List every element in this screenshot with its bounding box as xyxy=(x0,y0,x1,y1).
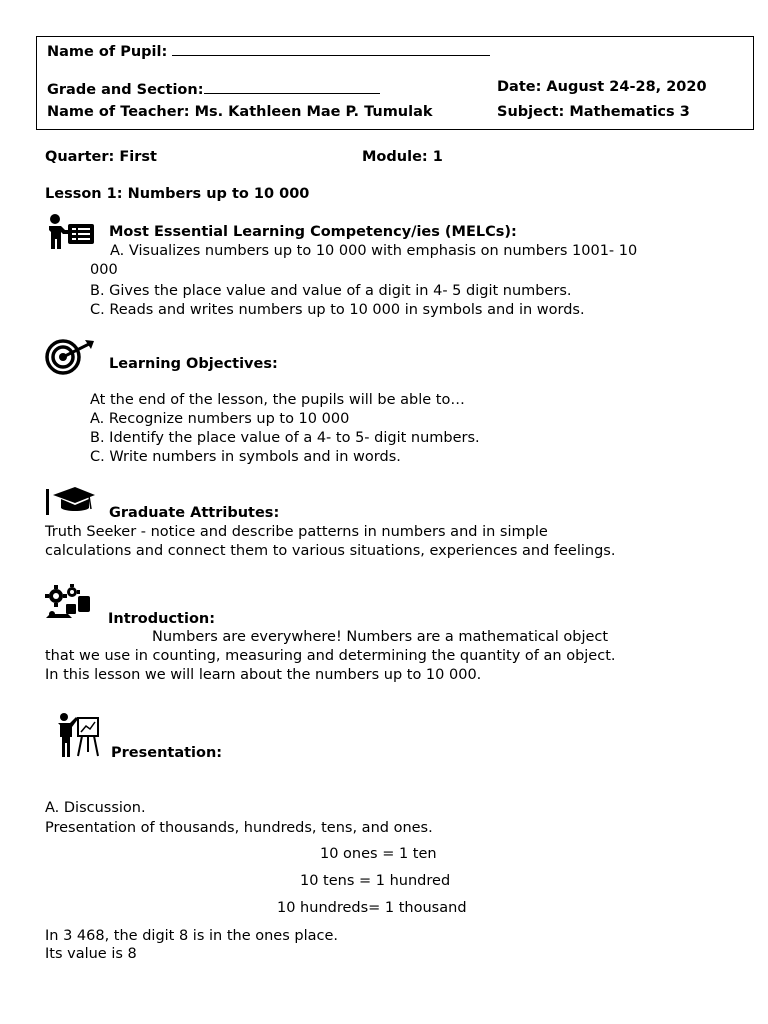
grade-section-label: Grade and Section: xyxy=(47,82,204,98)
date-text: Date: August 24-28, 2020 xyxy=(497,79,707,95)
target-icon xyxy=(45,338,97,380)
grade-section-field[interactable] xyxy=(204,79,380,94)
presentation-title: Presentation: xyxy=(111,745,223,761)
objectives-item-a: A. Recognize numbers up to 10 000 xyxy=(90,411,350,427)
pupil-name-field[interactable] xyxy=(172,41,490,56)
presentation-subtitle: Presentation of thousands, hundreds, tens, and ones. xyxy=(45,820,433,836)
equation-ones: 10 ones = 1 ten xyxy=(320,846,437,862)
example-line2: Its value is 8 xyxy=(45,946,137,962)
graduation-cap-icon xyxy=(45,485,97,523)
introduction-line2: that we use in counting, measuring and determining the quantity of an object. xyxy=(45,648,616,664)
objectives-intro: At the end of the lesson, the pupils will be able to… xyxy=(90,392,465,408)
attributes-line1: Truth Seeker - notice and describe patterns in numbers and in simple xyxy=(45,524,548,540)
gears-icon xyxy=(44,582,92,626)
header-box xyxy=(36,36,754,130)
attributes-title: Graduate Attributes: xyxy=(109,505,280,521)
lesson-title: Lesson 1: Numbers up to 10 000 xyxy=(45,186,310,202)
melcs-title: Most Essential Learning Competency/ies (MELCs): xyxy=(109,224,517,240)
introduction-title: Introduction: xyxy=(108,611,216,627)
equation-hundreds: 10 hundreds= 1 thousand xyxy=(277,900,467,916)
melcs-item-a-line2: 000 xyxy=(90,262,118,278)
objectives-title: Learning Objectives: xyxy=(109,356,278,372)
presenter-easel-icon xyxy=(54,712,102,764)
objectives-item-b: B. Identify the place value of a 4- to 5- digit numbers. xyxy=(90,430,480,446)
introduction-line1: Numbers are everywhere! Numbers are a mathematical object xyxy=(152,629,609,645)
melcs-item-a-line1: A. Visualizes numbers up to 10 000 with emphasis on numbers 1001- 10 xyxy=(110,243,638,259)
example-line1: In 3 468, the digit 8 is in the ones place. xyxy=(45,928,338,944)
grade-section-row xyxy=(47,79,380,98)
teacher-board-icon xyxy=(46,213,96,255)
subject-text: Subject: Mathematics 3 xyxy=(497,104,690,120)
quarter-text: Quarter: First xyxy=(45,149,157,165)
introduction-line3: In this lesson we will learn about the numbers up to 10 000. xyxy=(45,667,482,683)
melcs-item-b: B. Gives the place value and value of a digit in 4- 5 digit numbers. xyxy=(90,283,572,299)
module-text: Module: 1 xyxy=(362,149,443,165)
teacher-text: Name of Teacher: Ms. Kathleen Mae P. Tumulak xyxy=(47,104,433,120)
pupil-name-label: Name of Pupil: xyxy=(47,44,168,60)
melcs-item-c: C. Reads and writes numbers up to 10 000 in symbols and in words. xyxy=(90,302,585,318)
pupil-name-row xyxy=(47,41,490,60)
objectives-item-c: C. Write numbers in symbols and in words. xyxy=(90,449,401,465)
equation-tens: 10 tens = 1 hundred xyxy=(300,873,451,889)
discussion-heading: A. Discussion. xyxy=(45,800,146,816)
attributes-line2: calculations and connect them to various situations, experiences and feelings. xyxy=(45,543,616,559)
